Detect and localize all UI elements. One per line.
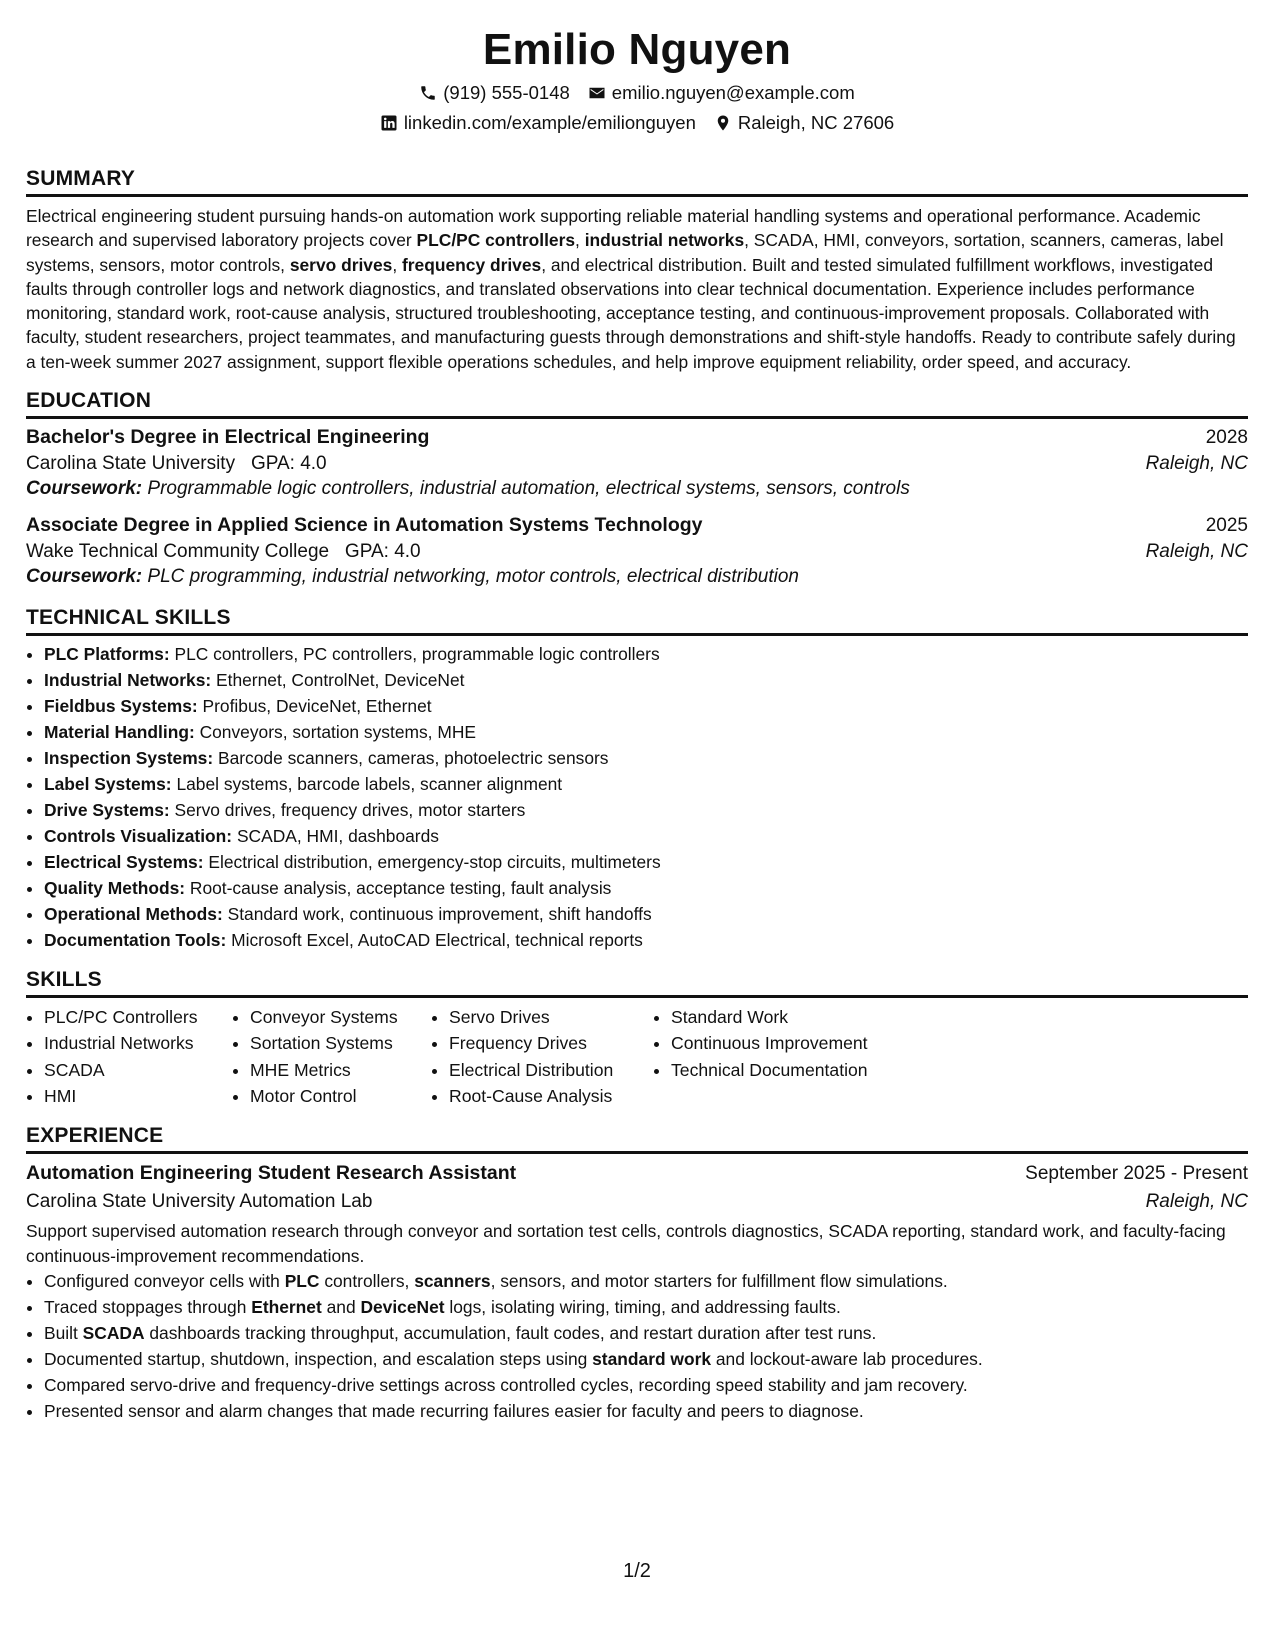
coursework-list: PLC programming, industrial networking, motor controls, electrical distribution — [147, 566, 799, 588]
list-item: • Motor Control — [250, 1083, 431, 1109]
skill-category: PLC Platforms: — [44, 644, 170, 665]
list-item — [44, 667, 1248, 693]
linkedin-url: linkedin.com/example/emilionguyen — [403, 112, 696, 133]
skill-values: SCADA, HMI, dashboards — [236, 826, 439, 847]
bullet-text: dashboards tracking throughput, accumulation, fault codes, and restart duration after test runs. — [144, 1322, 877, 1343]
list-item — [44, 1372, 1248, 1398]
summary-text: , and electrical distribution. Built and tested simulated fulfillment workflows, investigated faults through controller logs and network diagnostics, and translated observations into clear technical documentation. Experience includes performance monitoring, standard work, root-cause analysis, structured troubleshooting, acceptance testing, and continuous-improvement proposals. Collaborated with faculty, student researchers, project teammates, and manufacturing guests through demonstrations and shift-style handoffs. Ready to contribute safely during a ten-week summer 2027 assignment, support flexible operations schedules, and help improve equipment reliability, order speed, and accuracy. — [26, 254, 1236, 372]
list-item — [44, 771, 1248, 797]
school-location: Raleigh, NC — [1145, 541, 1248, 563]
job-description: Support supervised automation research through conveyor and sortation test cells, controls diagnostics, SCADA reporting, standard work, and faculty-facing continuous-improvement recommendations. — [26, 1221, 1226, 1266]
job-location: Raleigh, NC — [1145, 1191, 1248, 1213]
bullet-text: Configured conveyor cells with — [44, 1270, 285, 1291]
graduation-year: 2028 — [1205, 427, 1248, 449]
school-location: Raleigh, NC — [1145, 453, 1248, 475]
bullet-keyword: scanners — [414, 1270, 491, 1291]
skills-grid — [26, 1004, 1248, 1109]
contact-row-secondary — [26, 108, 1248, 138]
location-contact — [714, 108, 894, 138]
list-item — [44, 1320, 1248, 1346]
list-item — [44, 797, 1248, 823]
degree-title: Associate Degree in Applied Science in Automation Systems Technology — [26, 514, 703, 537]
job-organization: Carolina State University Automation Lab — [26, 1191, 373, 1213]
skill-category: Label Systems: — [44, 774, 172, 795]
bullet-text: Compared servo-drive and frequency-drive settings across controlled cycles, recording speed stability and jam recovery. — [44, 1374, 968, 1395]
education-entry — [26, 426, 1248, 500]
list-item: • Technical Documentation — [671, 1057, 868, 1083]
linkedin-contact[interactable] — [380, 108, 696, 138]
page-number: 1/2 — [623, 1560, 651, 1582]
list-item: • Continuous Improvement — [671, 1030, 868, 1056]
list-item: • Electrical Distribution — [449, 1057, 653, 1083]
school-name: Wake Technical Community College — [26, 541, 330, 563]
list-item — [44, 1398, 1248, 1424]
skill-values: Profibus, DeviceNet, Ethernet — [202, 696, 432, 717]
skills-column — [653, 1004, 868, 1109]
skill-category: Documentation Tools: — [44, 930, 227, 951]
bullet-text: Documented startup, shutdown, inspection, and escalation steps using — [44, 1348, 593, 1369]
summary-text: , — [575, 230, 585, 251]
list-item — [44, 849, 1248, 875]
skill-values: Root-cause analysis, acceptance testing, fault analysis — [189, 878, 612, 899]
coursework — [26, 566, 1248, 588]
list-item: • Standard Work — [671, 1004, 868, 1030]
bullet-text: Built — [44, 1322, 83, 1343]
school-name-with-gpa — [26, 541, 421, 563]
skill-category: Material Handling: — [44, 722, 195, 743]
skill-values: Standard work, continuous improvement, shift handoffs — [227, 904, 652, 925]
job-bullets — [26, 1268, 1248, 1424]
map-pin-icon — [714, 114, 732, 132]
job-title: Automation Engineering Student Research Assistant — [26, 1162, 517, 1185]
skill-category: Drive Systems: — [44, 800, 170, 821]
skill-values: PLC controllers, PC controllers, programmable logic controllers — [174, 644, 660, 665]
graduation-year: 2025 — [1205, 515, 1248, 537]
coursework-list: Programmable logic controllers, industrial automation, electrical systems, sensors, controls — [147, 478, 910, 500]
school-name: Carolina State University — [26, 453, 236, 475]
skill-category: Quality Methods: — [44, 878, 186, 899]
skill-category: Fieldbus Systems: — [44, 696, 198, 717]
skill-values: Barcode scanners, cameras, photoelectric sensors — [217, 748, 609, 769]
skill-category: Electrical Systems: — [44, 852, 204, 873]
bullet-keyword: DeviceNet — [360, 1296, 445, 1317]
coursework-label: Coursework: — [26, 566, 143, 588]
summary-paragraph — [26, 204, 1248, 374]
skill-values: Servo drives, frequency drives, motor starters — [174, 800, 526, 821]
bullet-keyword: PLC — [284, 1270, 320, 1291]
location-text: Raleigh, NC 27606 — [737, 112, 895, 133]
gpa: GPA: 4.0 — [344, 541, 421, 563]
list-item — [44, 745, 1248, 771]
list-item — [44, 1268, 1248, 1294]
school-name-with-gpa — [26, 453, 327, 475]
coursework — [26, 478, 1248, 500]
gpa: GPA: 4.0 — [250, 453, 327, 475]
phone-icon — [419, 84, 437, 102]
bullet-keyword: Ethernet — [251, 1296, 322, 1317]
summary-keyword: frequency drives — [402, 254, 542, 275]
summary-heading: SUMMARY — [26, 167, 1248, 197]
summary-text: , — [392, 254, 402, 275]
phone-number: (919) 555-0148 — [443, 82, 570, 103]
list-item: • SCADA — [44, 1057, 232, 1083]
list-item: • Root-Cause Analysis — [449, 1083, 653, 1109]
list-item: • Conveyor Systems — [250, 1004, 431, 1030]
list-item — [44, 875, 1248, 901]
skill-values: Electrical distribution, emergency-stop circuits, multimeters — [208, 852, 661, 873]
list-item — [44, 693, 1248, 719]
skill-category: Inspection Systems: — [44, 748, 214, 769]
bullet-text: Presented sensor and alarm changes that made recurring failures easier for faculty and peers to diagnose. — [44, 1400, 864, 1421]
skill-category: Controls Visualization: — [44, 826, 233, 847]
job-entry — [26, 1162, 1248, 1424]
contact-row-primary — [26, 78, 1248, 108]
bullet-text: and lockout-aware lab procedures. — [711, 1348, 983, 1369]
resume-page — [26, 0, 1248, 1650]
list-item: • PLC/PC Controllers — [44, 1004, 232, 1030]
skill-values: Microsoft Excel, AutoCAD Electrical, technical reports — [231, 930, 643, 951]
skills-column — [431, 1004, 653, 1109]
skill-category: Operational Methods: — [44, 904, 223, 925]
list-item — [44, 927, 1248, 953]
list-item — [44, 1294, 1248, 1320]
technical-skills-heading: TECHNICAL SKILLS — [26, 606, 1248, 636]
list-item: • Frequency Drives — [449, 1030, 653, 1056]
bullet-text: Traced stoppages through — [44, 1296, 252, 1317]
summary-keyword: PLC/PC controllers — [416, 230, 576, 251]
skills-column — [232, 1004, 431, 1109]
skills-column — [26, 1004, 232, 1109]
list-item — [44, 901, 1248, 927]
job-dates: September 2025 - Present — [1025, 1163, 1248, 1185]
bullet-text: logs, isolating wiring, timing, and addressing faults. — [444, 1296, 841, 1317]
skill-values: Ethernet, ControlNet, DeviceNet — [216, 670, 465, 691]
bullet-text: and — [321, 1296, 361, 1317]
email-address: emilio.nguyen@example.com — [611, 82, 855, 103]
list-item — [44, 719, 1248, 745]
linkedin-icon — [380, 114, 398, 132]
bullet-text: , sensors, and motor starters for fulfillment flow simulations. — [490, 1270, 948, 1291]
list-item: • HMI — [44, 1083, 232, 1109]
candidate-name: Emilio Nguyen — [482, 25, 792, 74]
list-item — [44, 823, 1248, 849]
bullet-keyword: standard work — [592, 1348, 712, 1369]
skill-values: Conveyors, sortation systems, MHE — [199, 722, 476, 743]
education-heading: EDUCATION — [26, 389, 1248, 419]
skill-values: Label systems, barcode labels, scanner alignment — [176, 774, 563, 795]
summary-text: , SCADA, HMI, conveyors, sortation, scanners, cameras, label systems, sensors, motor controls, — [26, 230, 1224, 275]
bullet-keyword: SCADA — [82, 1322, 145, 1343]
list-item: • Servo Drives — [449, 1004, 653, 1030]
email-contact[interactable] — [588, 78, 855, 108]
skill-category: Industrial Networks: — [44, 670, 212, 691]
list-item: • Sortation Systems — [250, 1030, 431, 1056]
list-item: • MHE Metrics — [250, 1057, 431, 1083]
coursework-label: Coursework: — [26, 478, 143, 500]
degree-title: Bachelor's Degree in Electrical Engineering — [26, 426, 430, 449]
experience-heading: EXPERIENCE — [26, 1124, 1248, 1154]
envelope-icon — [588, 84, 606, 102]
summary-text: Electrical engineering student pursuing hands-on automation work supporting reliable material handling systems and operational performance. Academic research and supervised laboratory projects cover — [26, 206, 1201, 251]
list-item: • Industrial Networks — [44, 1030, 232, 1056]
skills-heading: SKILLS — [26, 968, 1248, 998]
education-entry — [26, 514, 1248, 588]
list-item — [44, 641, 1248, 667]
technical-skills-list — [26, 641, 1248, 953]
summary-keyword: servo drives — [289, 254, 393, 275]
bullet-text: controllers, — [319, 1270, 415, 1291]
phone-contact[interactable] — [419, 78, 570, 108]
list-item — [44, 1346, 1248, 1372]
summary-keyword: industrial networks — [584, 230, 745, 251]
